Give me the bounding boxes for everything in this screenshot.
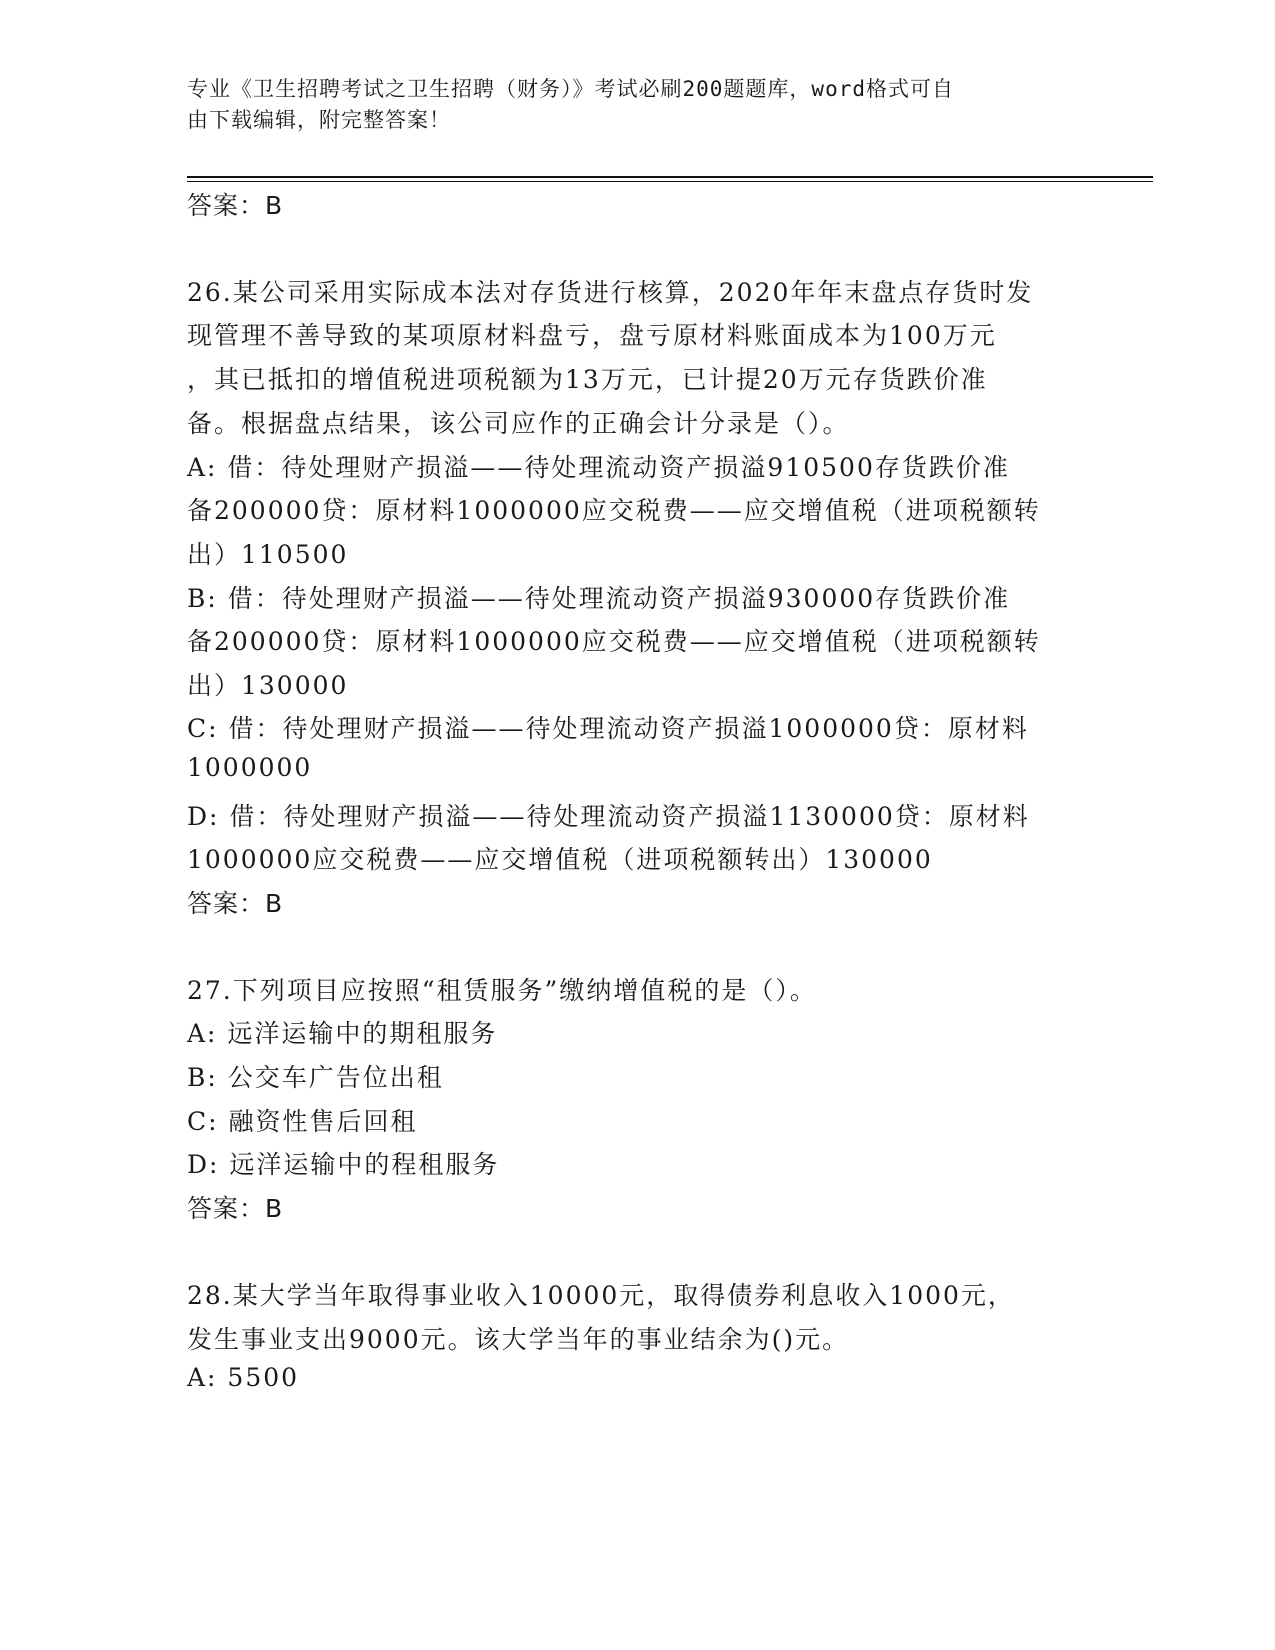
answer-label: 答案：B xyxy=(187,1194,284,1223)
option-line: C: 融资性售后回租 xyxy=(187,1107,418,1136)
option-line: 出）130000 xyxy=(187,671,349,700)
header-divider-bottom xyxy=(187,181,1153,182)
option-line: 备200000贷：原材料1000000应交税费——应交增值税（进项税额转 xyxy=(187,496,1041,525)
option-line: A: 借：待处理财产损溢——待处理流动资产损溢910500存货跌价准 xyxy=(187,453,1010,482)
question-text-line: 28.某大学当年取得事业收入10000元，取得债券利息收入1000元， xyxy=(187,1281,1015,1310)
option-line: 1000000 xyxy=(187,753,313,782)
answer-label: 答案：B xyxy=(187,889,284,918)
option-line: 备200000贷：原材料1000000应交税费——应交增值税（进项税额转 xyxy=(187,627,1041,656)
header-line-1: 专业《卫生招聘考试之卫生招聘（财务）》考试必刷200题题库，word格式可自 xyxy=(187,77,954,101)
option-line: B: 借：待处理财产损溢——待处理流动资产损溢930000存货跌价准 xyxy=(187,584,1011,613)
option-line: 1000000应交税费——应交增值税（进项税额转出）130000 xyxy=(187,845,933,874)
option-line: D: 借：待处理财产损溢——待处理流动资产损溢1130000贷：原材料 xyxy=(187,802,1030,831)
option-line: D: 远洋运输中的程租服务 xyxy=(187,1150,500,1179)
option-line: C: 借：待处理财产损溢——待处理流动资产损溢1000000贷：原材料 xyxy=(187,714,1029,743)
question-text-line: 27.下列项目应按照“租赁服务”缴纳增值税的是（）。 xyxy=(187,976,817,1005)
question-text-line: 26.某公司采用实际成本法对存货进行核算，2020年年末盘点存货时发 xyxy=(187,278,1034,307)
option-line: 出）110500 xyxy=(187,540,349,569)
answer-label: 答案：B xyxy=(187,191,284,220)
question-text-line: 现管理不善导致的某项原材料盘亏，盘亏原材料账面成本为100万元 xyxy=(187,321,997,350)
question-text-line: 发生事业支出9000元。该大学当年的事业结余为()元。 xyxy=(187,1325,850,1354)
question-text-line: 备。根据盘点结果，该公司应作的正确会计分录是（）。 xyxy=(187,409,850,438)
header-line-2: 由下载编辑，附完整答案！ xyxy=(187,108,451,132)
document-header xyxy=(187,74,1067,136)
header-divider-top xyxy=(187,176,1153,178)
option-line: A: 远洋运输中的期租服务 xyxy=(187,1019,498,1048)
option-line: B: 公交车广告位出租 xyxy=(187,1063,444,1092)
option-line: A: 5500 xyxy=(187,1363,300,1392)
question-text-line: ，其已抵扣的增值税进项税额为13万元，已计提20万元存货跌价准 xyxy=(187,365,988,394)
